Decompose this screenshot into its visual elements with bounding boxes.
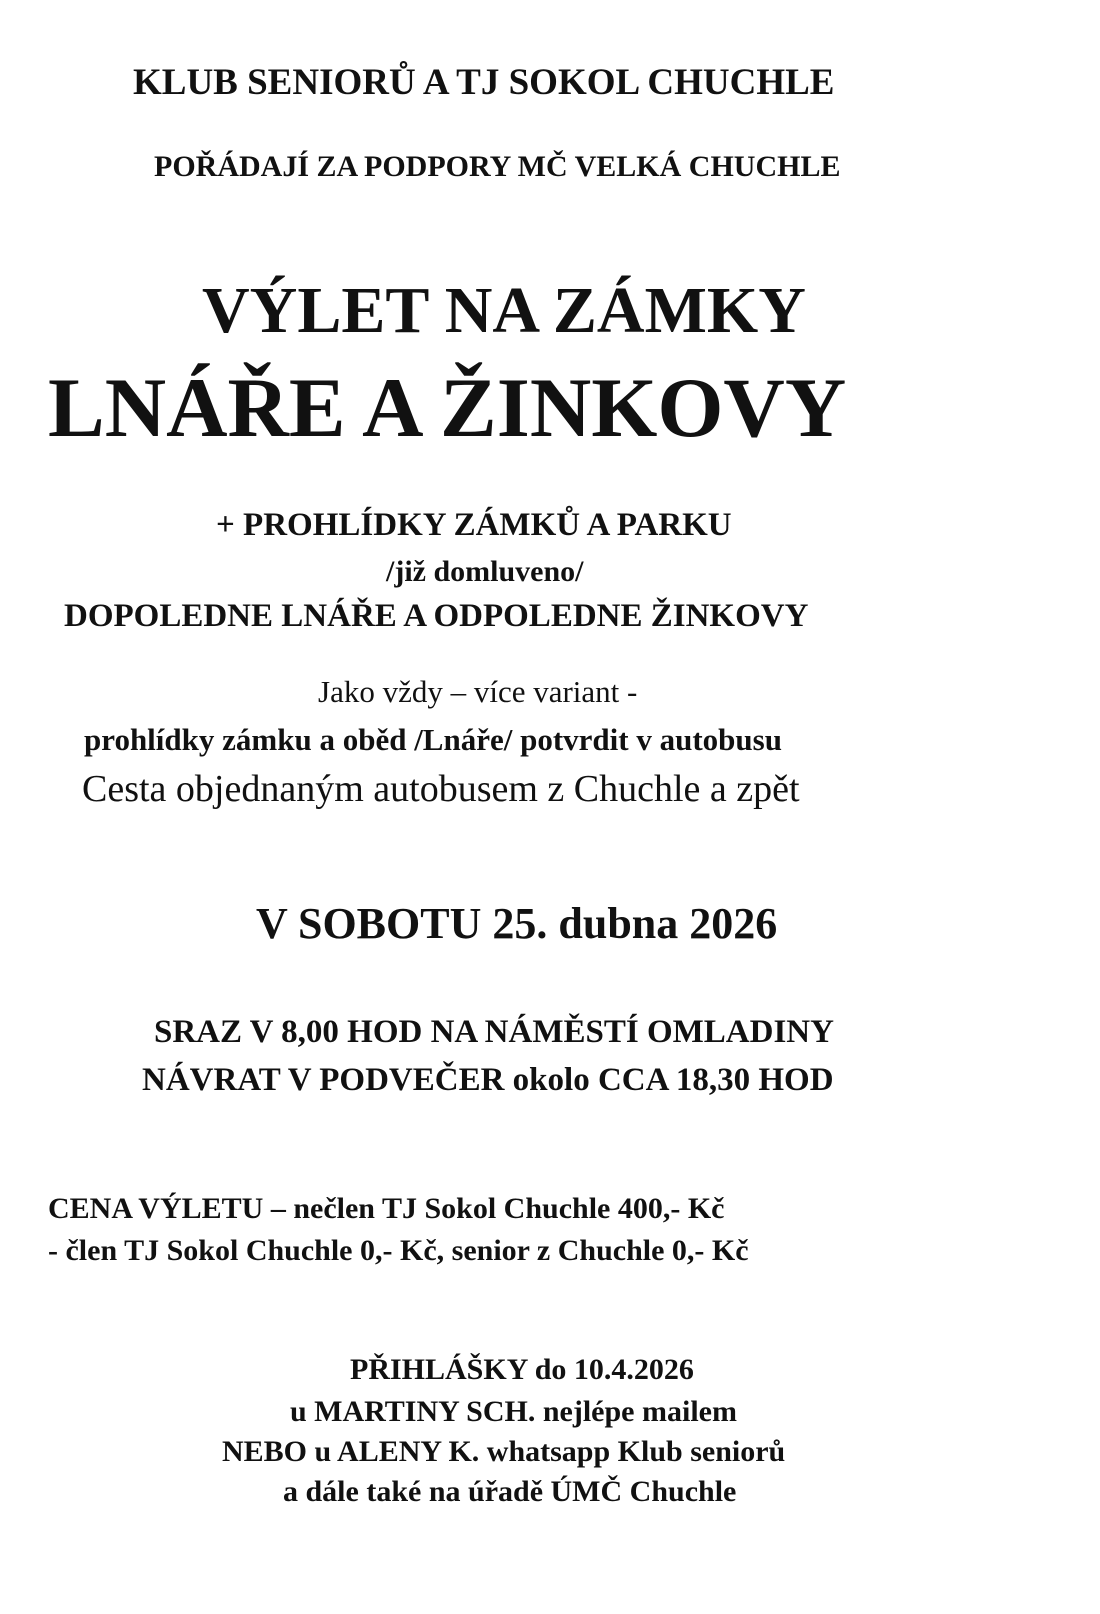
trip-title: VÝLET NA ZÁMKY — [202, 274, 806, 347]
registration-deadline: PŘIHLÁŠKY do 10.4.2026 — [350, 1353, 694, 1386]
variants-line: Jako vždy – více variant - — [318, 674, 638, 709]
trip-date: V SOBOTU 25. dubna 2026 — [256, 899, 778, 948]
organizers-heading: KLUB SENIORŮ A TJ SOKOL CHUCHLE — [133, 62, 835, 103]
schedule-line: DOPOLEDNE LNÁŘE A ODPOLEDNE ŽINKOVY — [64, 598, 809, 634]
meeting-time: SRAZ V 8,00 HOD NA NÁMĚSTÍ OMLADINY — [154, 1014, 834, 1050]
registration-contact-office: a dále také na úřadě ÚMČ Chuchle — [283, 1475, 737, 1508]
transport-line: Cesta objednaným autobusem z Chuchle a zpět — [82, 768, 800, 810]
registration-contact-martina: u MARTINY SCH. nejlépe mailem — [290, 1395, 737, 1428]
registration-contact-alena: NEBO u ALENY K. whatsapp Klub seniorů — [222, 1435, 786, 1468]
confirm-line: prohlídky zámku a oběd /Lnáře/ potvrdit v autobusu — [84, 722, 782, 757]
support-subheading: POŘÁDAJÍ ZA PODPORY MČ VELKÁ CHUCHLE — [154, 150, 841, 183]
price-nonmember: CENA VÝLETU – nečlen TJ Sokol Chuchle 400,- Kč — [48, 1192, 725, 1225]
price-member: - člen TJ Sokol Chuchle 0,- Kč, senior z Chuchle 0,- Kč — [48, 1234, 749, 1267]
arranged-note: /již domluveno/ — [386, 555, 584, 588]
castles-title: LNÁŘE A ŽINKOVY — [48, 361, 847, 455]
tours-line: + PROHLÍDKY ZÁMKŮ A PARKU — [216, 507, 732, 543]
return-time: NÁVRAT V PODVEČER okolo CCA 18,30 HOD — [142, 1062, 834, 1098]
